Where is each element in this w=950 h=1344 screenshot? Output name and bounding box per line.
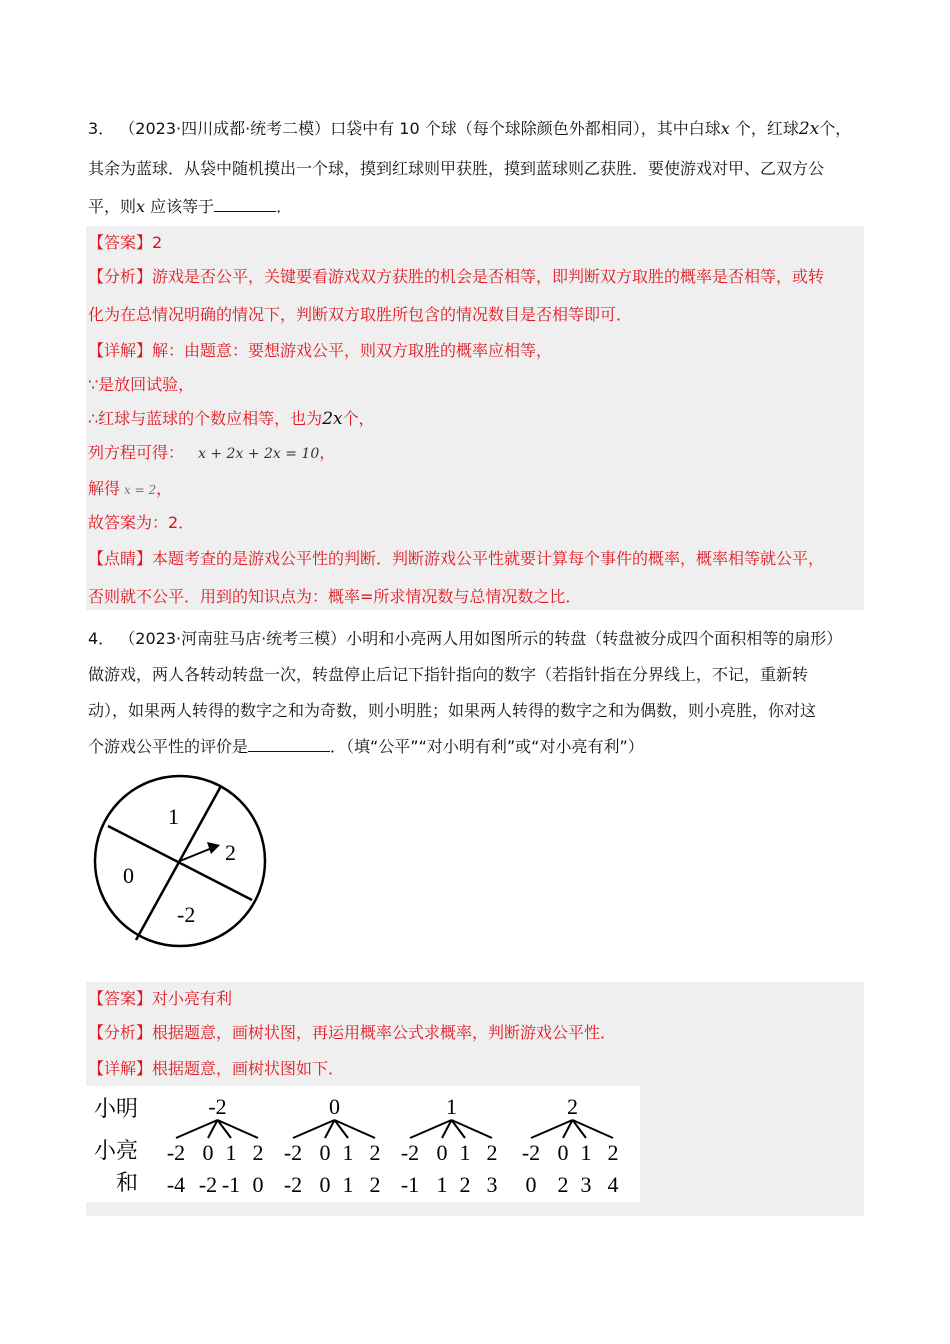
q3-var-x-2: x <box>136 197 146 216</box>
tree-child-0-0: -2 <box>166 1140 186 1165</box>
q4-detail-tag: 【详解】 <box>88 1059 153 1078</box>
tree-child-3-1: 0 <box>557 1140 569 1165</box>
tree-sum-2-2: 2 <box>459 1172 471 1197</box>
tree-child-2-1: 0 <box>436 1140 448 1165</box>
q3-detail-3a: ∴红球与蓝球的个数应相等，也为 <box>88 409 323 428</box>
q3-detail-4b: ， <box>319 443 336 462</box>
tree-child-1-0: -2 <box>283 1140 303 1165</box>
tree-sum-1-0: -2 <box>283 1172 303 1197</box>
q4-source: （2023·河南驻马店·统考三模） <box>119 629 347 648</box>
tree-sum-1-3: 2 <box>369 1172 381 1197</box>
q4-detail <box>88 1058 344 1080</box>
q3-red-expr: 2x <box>798 119 820 139</box>
q3-line-2: 其余为蓝球．从袋中随机摸出一个球，摸到红球则甲获胜，摸到蓝球则乙获胜．要使游戏对甲、乙双方公 <box>88 159 825 178</box>
tree-sum-2-1: 1 <box>436 1172 448 1197</box>
q3-analysis-2: 化为在总情况明确的情况下，判断双方取胜所包含的情况数目是否相等即可． <box>88 305 633 324</box>
spinner-label-2: 2 <box>225 840 236 865</box>
tree-child-0-3: 2 <box>252 1140 264 1165</box>
tree-sum-0-0: -4 <box>166 1172 186 1197</box>
q3-detail-4 <box>88 442 335 465</box>
tree-row-label-xiaoliang: 小亮 <box>94 1138 139 1163</box>
tree-sum-0-2: -1 <box>221 1172 241 1197</box>
q3-line-3 <box>88 196 292 218</box>
tree-root-3: 2 <box>567 1094 578 1119</box>
q3-solution-eq: x = 2 <box>124 483 157 497</box>
q3-answer <box>88 232 162 254</box>
tree-child-2-3: 2 <box>486 1140 498 1165</box>
tree-child-1-2: 1 <box>342 1140 354 1165</box>
q3-detail-6: 故答案为：2． <box>88 513 195 532</box>
q3-number: 3． <box>88 119 115 138</box>
q4-line-4b: ．（填“公平”“对小明有利”或“对小亮有利”） <box>330 737 644 756</box>
q3-line-1 <box>88 118 851 140</box>
spinner-label-0: 0 <box>123 863 134 888</box>
q4-line-2: 做游戏，两人各转动转盘一次，转盘停止后记下指针指向的数字（若指针指在分界线上，不记，重新转 <box>88 665 809 684</box>
tree-row-label-xiaoming: 小明 <box>94 1096 139 1121</box>
q4-analysis-text: 根据题意，画树状图，再运用概率公式求概率，判断游戏公平性． <box>152 1023 617 1042</box>
tree-sum-1-2: 1 <box>342 1172 354 1197</box>
q4-text-1: 小明和小亮两人用如图所示的转盘（转盘被分成四个面积相等的扇形） <box>346 629 843 648</box>
q3-answer-value: 2 <box>152 233 163 252</box>
q3-detail-1 <box>88 340 552 362</box>
tree-root-1: 0 <box>329 1094 340 1119</box>
q3-text-2: 个，红球 <box>729 119 799 138</box>
q4-analysis <box>88 1022 616 1044</box>
q4-line-4a: 个游戏公平性的评价是 <box>88 737 249 756</box>
tree-child-3-2: 1 <box>580 1140 592 1165</box>
q4-answer <box>88 988 232 1010</box>
tree-sum-3-1: 2 <box>557 1172 569 1197</box>
q3-answer-tag: 【答案】 <box>88 233 153 252</box>
q4-answer-blank <box>248 737 330 752</box>
q3-analysis-tag: 【分析】 <box>88 267 153 286</box>
tree-diagram <box>86 1086 640 1202</box>
q4-answer-value: 对小亮有利 <box>152 989 233 1008</box>
tree-row-label-sum: 和 <box>116 1170 139 1195</box>
spinner-figure <box>88 762 278 958</box>
tree-child-1-3: 2 <box>369 1140 381 1165</box>
tree-child-3-0: -2 <box>521 1140 541 1165</box>
q3-detail-5b: ， <box>156 479 173 498</box>
q3-equation: x + 2x + 2x = 10 <box>198 446 320 462</box>
q3-line-3b: 应该等于 <box>145 197 215 216</box>
tree-sum-1-1: 0 <box>319 1172 331 1197</box>
spinner-label-neg2: -2 <box>177 902 196 927</box>
tree-sum-0-1: -2 <box>198 1172 218 1197</box>
q4-line-1 <box>88 628 842 650</box>
q3-text-1: 口袋中有 10 个球（每个球除颜色外都相同），其中白球 <box>330 119 721 138</box>
tree-child-2-2: 1 <box>459 1140 471 1165</box>
tree-sum-2-0: -1 <box>400 1172 420 1197</box>
q3-detail-4a: 列方程可得： <box>88 443 185 462</box>
tree-sum-3-3: 4 <box>607 1172 619 1197</box>
tree-child-1-1: 0 <box>319 1140 331 1165</box>
q3-detail-5a: 解得 <box>88 479 121 498</box>
q3-detail-3 <box>88 408 375 430</box>
tree-sum-2-3: 3 <box>486 1172 498 1197</box>
q3-comment-tag: 【点睛】 <box>88 549 153 568</box>
tree-root-2: 1 <box>446 1094 457 1119</box>
q4-number: 4． <box>88 629 115 648</box>
q3-answer-blank <box>214 197 276 212</box>
q3-detail-5 <box>88 478 172 501</box>
tree-sum-3-2: 3 <box>580 1172 592 1197</box>
q3-detail-expr: 2x <box>322 409 343 429</box>
q4-line-3: 动），如果两人转得的数字之和为奇数，则小明胜；如果两人转得的数字之和为偶数，则小亮胜，你对这 <box>88 701 817 720</box>
q3-line-3a: 平，则 <box>88 197 137 216</box>
q3-detail-tag: 【详解】 <box>88 341 153 360</box>
q3-source: （2023·四川成都·统考二模） <box>119 119 331 138</box>
q3-analysis-1 <box>88 266 824 288</box>
q3-comment-2: 否则就不公平．用到的知识点为：概率=所求情况数与总情况数之比． <box>88 587 582 606</box>
q3-comment-text-1: 本题考查的是游戏公平性的判断．判断游戏公平性就要计算每个事件的概率，概率相等就公平， <box>152 549 825 568</box>
q3-text-3: 个， <box>819 119 852 138</box>
tree-child-0-2: 1 <box>225 1140 237 1165</box>
q3-detail-3b: 个， <box>342 409 375 428</box>
tree-child-2-0: -2 <box>400 1140 420 1165</box>
q4-line-4 <box>88 736 644 758</box>
q4-detail-text: 根据题意，画树状图如下． <box>152 1059 345 1078</box>
tree-sum-3-0: 0 <box>525 1172 537 1197</box>
spinner-label-1: 1 <box>168 804 179 829</box>
tree-child-3-3: 2 <box>607 1140 619 1165</box>
q3-detail-2: ∵是放回试验， <box>88 375 195 394</box>
q3-line-3c: ． <box>276 197 293 216</box>
q4-answer-tag: 【答案】 <box>88 989 153 1008</box>
q3-comment-1 <box>88 548 824 570</box>
tree-root-0: -2 <box>208 1094 227 1119</box>
q3-analysis-text-1: 游戏是否公平，关键要看游戏双方获胜的机会是否相等，即判断双方取胜的概率是否相等，或转 <box>152 267 825 286</box>
tree-child-0-1: 0 <box>202 1140 214 1165</box>
q3-detail-text-1: 解：由题意：要想游戏公平，则双方取胜的概率应相等， <box>152 341 553 360</box>
tree-sum-0-3: 0 <box>252 1172 264 1197</box>
q4-analysis-tag: 【分析】 <box>88 1023 153 1042</box>
q3-var-x: x <box>720 119 730 138</box>
